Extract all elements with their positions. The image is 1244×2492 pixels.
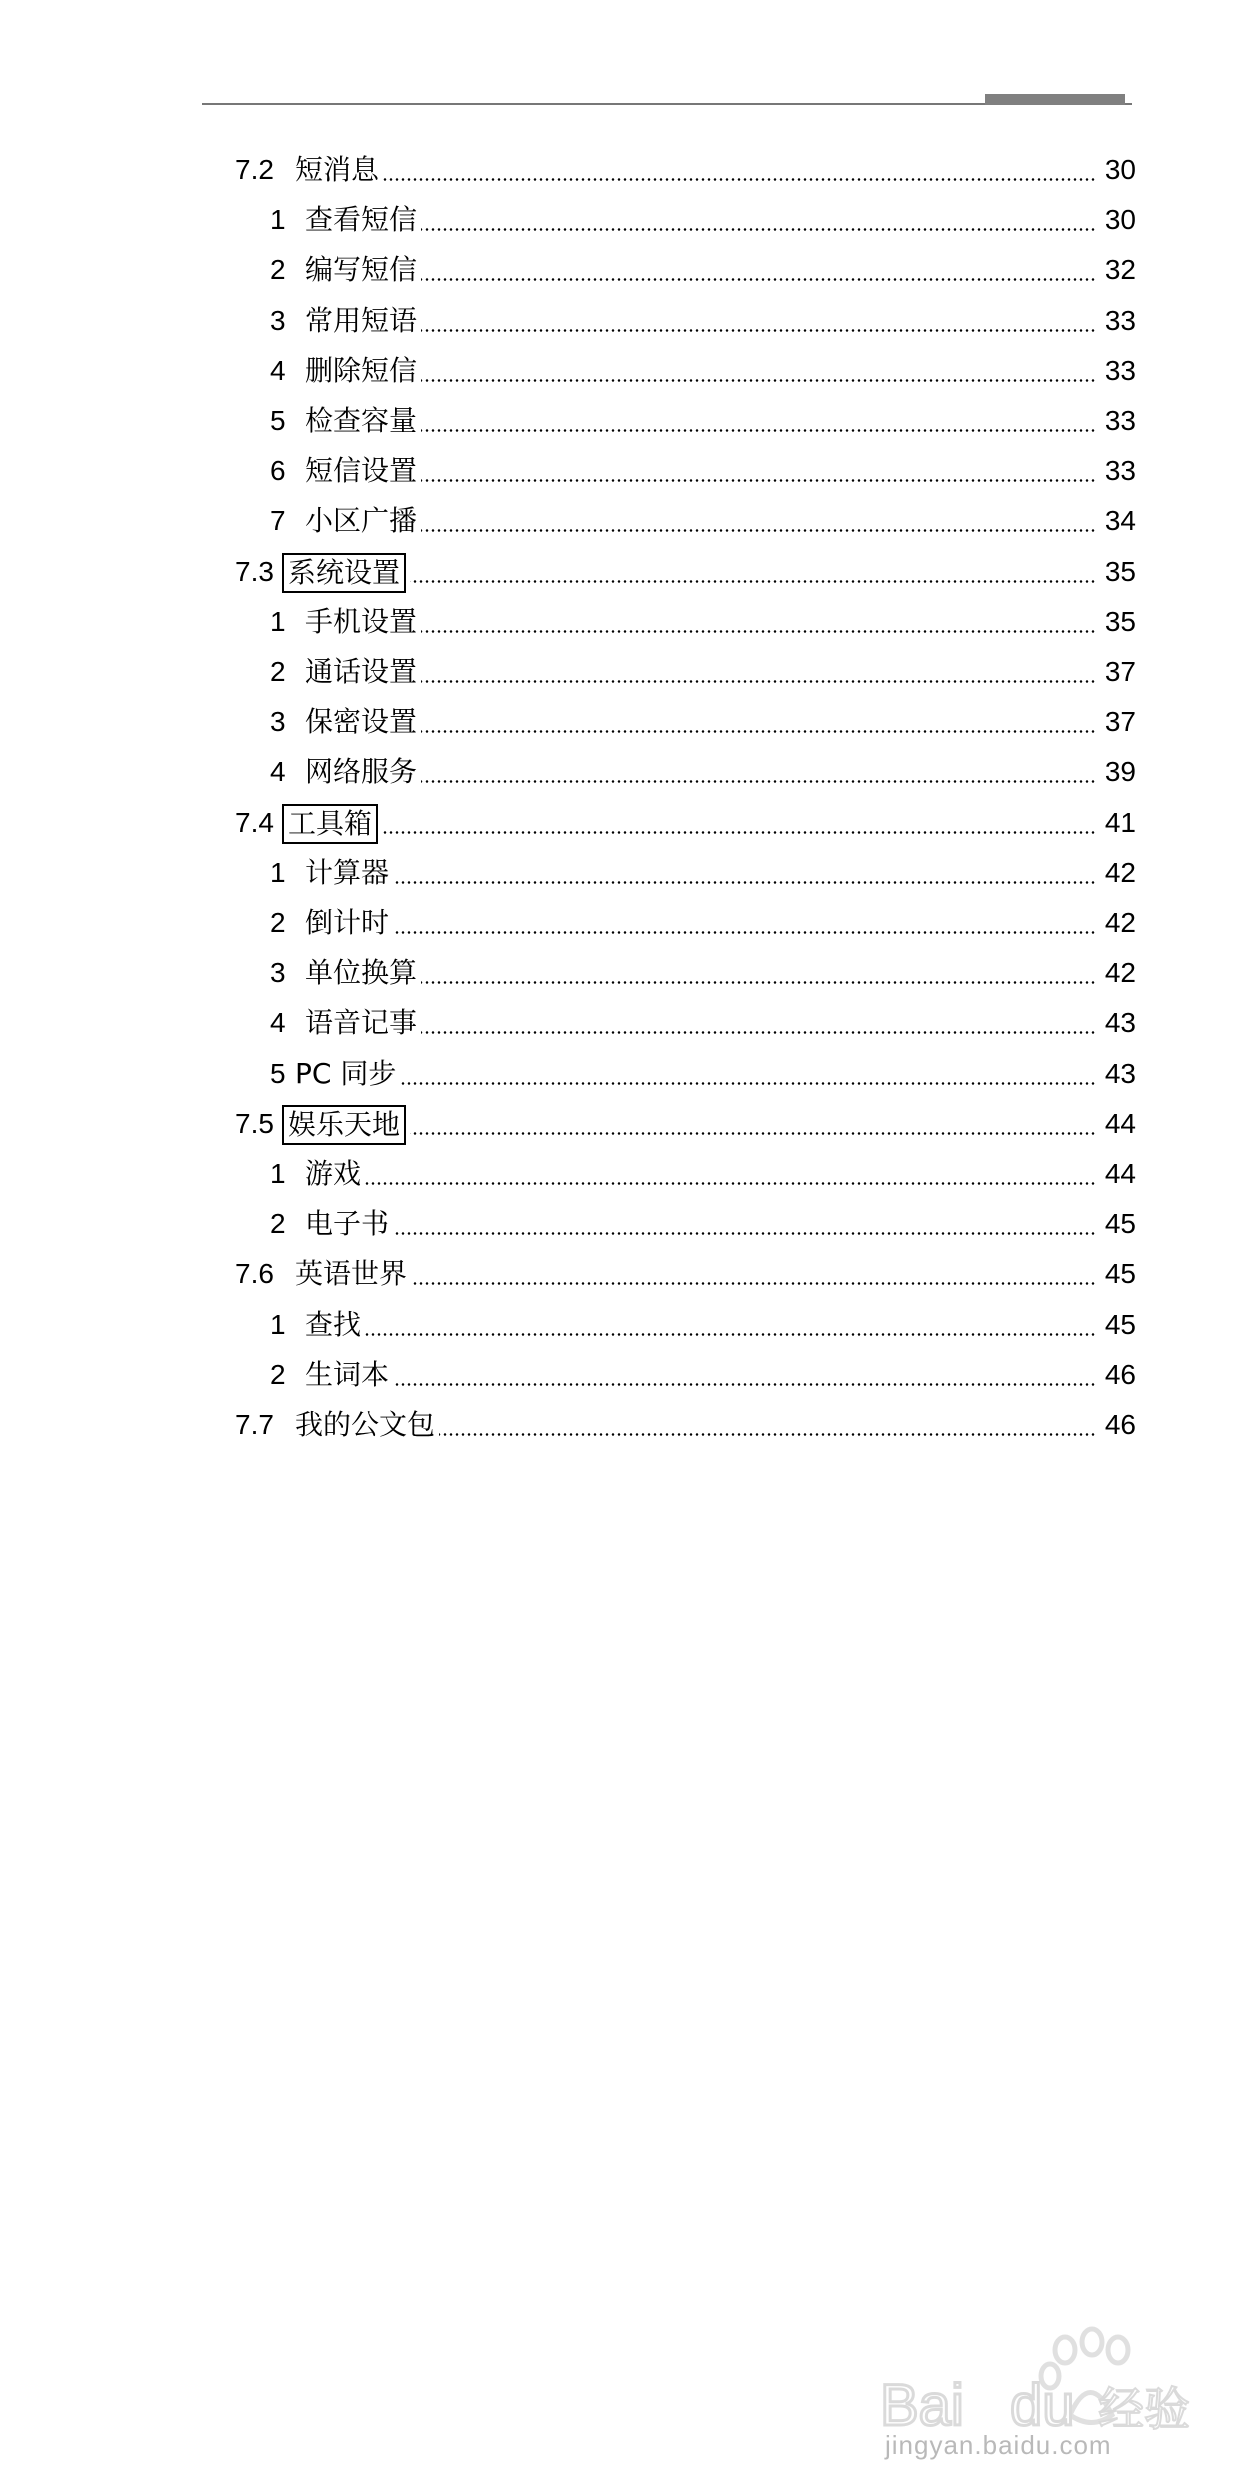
toc-section-row bbox=[0, 552, 1244, 592]
svg-text:Bai: Bai bbox=[880, 2373, 964, 2438]
toc-leader-dots bbox=[393, 931, 1096, 934]
toc-leader-dots bbox=[421, 529, 1096, 532]
toc-page-number: 33 bbox=[1104, 405, 1136, 436]
toc-title: 倒计时 bbox=[305, 906, 390, 939]
toc-page-number: 44 bbox=[1104, 1108, 1136, 1139]
toc-number: 6 bbox=[270, 455, 286, 486]
toc-leader-dots bbox=[421, 479, 1096, 482]
toc-title: 网络服务 bbox=[305, 755, 418, 788]
toc-item-row bbox=[0, 953, 1244, 993]
toc-number: 7.4 bbox=[235, 807, 274, 838]
toc-item-row bbox=[0, 1305, 1244, 1345]
toc-page-number: 30 bbox=[1104, 204, 1136, 235]
toc-page-number: 45 bbox=[1104, 1309, 1136, 1340]
toc-leader-dots bbox=[421, 278, 1096, 281]
toc-item-row bbox=[0, 501, 1244, 541]
toc-title: 工具箱 bbox=[282, 804, 378, 844]
watermark-url: jingyan.baidu.com bbox=[885, 2430, 1112, 2460]
toc-page-number: 35 bbox=[1104, 556, 1136, 587]
toc-leader-dots bbox=[383, 178, 1096, 181]
toc-title: 计算器 bbox=[305, 856, 390, 889]
toc-page-number: 37 bbox=[1104, 706, 1136, 737]
toc-section-row bbox=[0, 150, 1244, 190]
toc-leader-dots bbox=[410, 1132, 1096, 1135]
toc-leader-dots bbox=[421, 429, 1096, 432]
toc-number: 3 bbox=[270, 957, 286, 988]
toc-leader-dots bbox=[382, 831, 1096, 834]
toc-leader-dots bbox=[421, 680, 1096, 683]
toc-number: 1 bbox=[270, 1309, 286, 1340]
toc-leader-dots bbox=[365, 1333, 1096, 1336]
svg-text:du: du bbox=[1010, 2373, 1075, 2438]
toc-title: 查找 bbox=[305, 1308, 362, 1341]
toc-number: 1 bbox=[270, 204, 286, 235]
toc-number: 7 bbox=[270, 505, 286, 536]
toc-title: 英语世界 bbox=[295, 1257, 408, 1290]
toc-page-number: 33 bbox=[1104, 305, 1136, 336]
toc-item-row bbox=[0, 200, 1244, 240]
toc-section-row bbox=[0, 1104, 1244, 1144]
toc-item-row bbox=[0, 351, 1244, 391]
toc-section-row bbox=[0, 803, 1244, 843]
toc-title: 电子书 bbox=[305, 1207, 390, 1240]
toc-title: 语音记事 bbox=[305, 1006, 418, 1039]
toc-section-row bbox=[0, 1254, 1244, 1294]
toc-title: 单位换算 bbox=[305, 956, 418, 989]
toc-section-row bbox=[0, 1405, 1244, 1445]
toc-page-number: 42 bbox=[1104, 957, 1136, 988]
toc-page-number: 41 bbox=[1104, 807, 1136, 838]
toc-title: 编写短信 bbox=[305, 253, 418, 286]
header-accent-bar bbox=[985, 94, 1125, 105]
toc-leader-dots bbox=[421, 780, 1096, 783]
toc-page-number: 39 bbox=[1104, 756, 1136, 787]
toc-title: PC 同步 bbox=[295, 1057, 397, 1090]
toc-number: 1 bbox=[270, 857, 286, 888]
toc-leader-dots bbox=[410, 580, 1096, 583]
toc-number: 7.6 bbox=[235, 1258, 274, 1289]
toc-title: 游戏 bbox=[305, 1157, 362, 1190]
toc-number: 2 bbox=[270, 907, 286, 938]
toc-number: 4 bbox=[270, 1007, 286, 1038]
toc-item-row bbox=[0, 1204, 1244, 1244]
toc-page-number: 46 bbox=[1104, 1409, 1136, 1440]
toc-page-number: 44 bbox=[1104, 1158, 1136, 1189]
toc-page-number: 35 bbox=[1104, 606, 1136, 637]
toc-leader-dots bbox=[393, 1232, 1096, 1235]
toc-page-number: 34 bbox=[1104, 505, 1136, 536]
toc-item-row bbox=[0, 1054, 1244, 1094]
toc-number: 2 bbox=[270, 1359, 286, 1390]
toc-title: 查看短信 bbox=[305, 203, 418, 236]
toc-number: 2 bbox=[270, 656, 286, 687]
toc-title: 保密设置 bbox=[305, 705, 418, 738]
toc-leader-dots bbox=[400, 1082, 1096, 1085]
toc-item-row bbox=[0, 702, 1244, 742]
toc-page-number: 33 bbox=[1104, 455, 1136, 486]
toc-number: 5 bbox=[270, 1058, 286, 1089]
toc-page-number: 46 bbox=[1104, 1359, 1136, 1390]
toc-item-row bbox=[0, 652, 1244, 692]
toc-number: 7.5 bbox=[235, 1108, 274, 1139]
toc-page-number: 43 bbox=[1104, 1058, 1136, 1089]
toc-number: 1 bbox=[270, 606, 286, 637]
toc-title: 手机设置 bbox=[305, 605, 418, 638]
toc-number: 3 bbox=[270, 305, 286, 336]
toc-leader-dots bbox=[421, 730, 1096, 733]
toc-title: 检查容量 bbox=[305, 404, 418, 437]
toc-leader-dots bbox=[421, 329, 1096, 332]
toc-title: 常用短语 bbox=[305, 304, 418, 337]
toc-leader-dots bbox=[411, 1282, 1096, 1285]
toc-item-row bbox=[0, 602, 1244, 642]
toc-number: 7.7 bbox=[235, 1409, 274, 1440]
toc-leader-dots bbox=[421, 228, 1096, 231]
toc-leader-dots bbox=[421, 379, 1096, 382]
toc-item-row bbox=[0, 301, 1244, 341]
toc-leader-dots bbox=[421, 981, 1096, 984]
toc-title: 小区广播 bbox=[305, 504, 418, 537]
toc-item-row bbox=[0, 401, 1244, 441]
toc-page-number: 43 bbox=[1104, 1007, 1136, 1038]
toc-item-row bbox=[0, 1355, 1244, 1395]
toc-leader-dots bbox=[421, 1031, 1096, 1034]
toc-title: 娱乐天地 bbox=[282, 1105, 406, 1145]
toc-leader-dots bbox=[393, 1383, 1096, 1386]
toc-number: 2 bbox=[270, 1208, 286, 1239]
toc-number: 4 bbox=[270, 756, 286, 787]
toc-item-row bbox=[0, 903, 1244, 943]
toc-title: 短信设置 bbox=[305, 454, 418, 487]
toc-title: 通话设置 bbox=[305, 655, 418, 688]
toc-page-number: 37 bbox=[1104, 656, 1136, 687]
toc-item-row bbox=[0, 1003, 1244, 1043]
toc-item-row bbox=[0, 451, 1244, 491]
toc-number: 7.3 bbox=[235, 556, 274, 587]
toc-page-number: 30 bbox=[1104, 154, 1136, 185]
toc-item-row bbox=[0, 1154, 1244, 1194]
toc-page-number: 45 bbox=[1104, 1258, 1136, 1289]
toc-title: 系统设置 bbox=[282, 553, 406, 593]
toc-number: 5 bbox=[270, 405, 286, 436]
toc-number: 7.2 bbox=[235, 154, 274, 185]
toc-item-row bbox=[0, 752, 1244, 792]
toc-leader-dots bbox=[393, 881, 1096, 884]
toc-title: 我的公文包 bbox=[295, 1408, 436, 1441]
toc-leader-dots bbox=[439, 1433, 1096, 1436]
toc-title: 短消息 bbox=[295, 153, 380, 186]
toc-title: 删除短信 bbox=[305, 354, 418, 387]
toc-page-number: 33 bbox=[1104, 355, 1136, 386]
toc-item-row bbox=[0, 250, 1244, 290]
toc-page-number: 32 bbox=[1104, 254, 1136, 285]
toc-number: 1 bbox=[270, 1158, 286, 1189]
toc-title: 生词本 bbox=[305, 1358, 390, 1391]
toc-leader-dots bbox=[365, 1182, 1096, 1185]
toc-number: 2 bbox=[270, 254, 286, 285]
toc-page-number: 45 bbox=[1104, 1208, 1136, 1239]
svg-text:经验: 经验 bbox=[1098, 2382, 1190, 2436]
toc-number: 4 bbox=[270, 355, 286, 386]
toc-number: 3 bbox=[270, 706, 286, 737]
toc-item-row bbox=[0, 853, 1244, 893]
toc-page-number: 42 bbox=[1104, 907, 1136, 938]
toc-leader-dots bbox=[421, 630, 1096, 633]
toc-page-number: 42 bbox=[1104, 857, 1136, 888]
